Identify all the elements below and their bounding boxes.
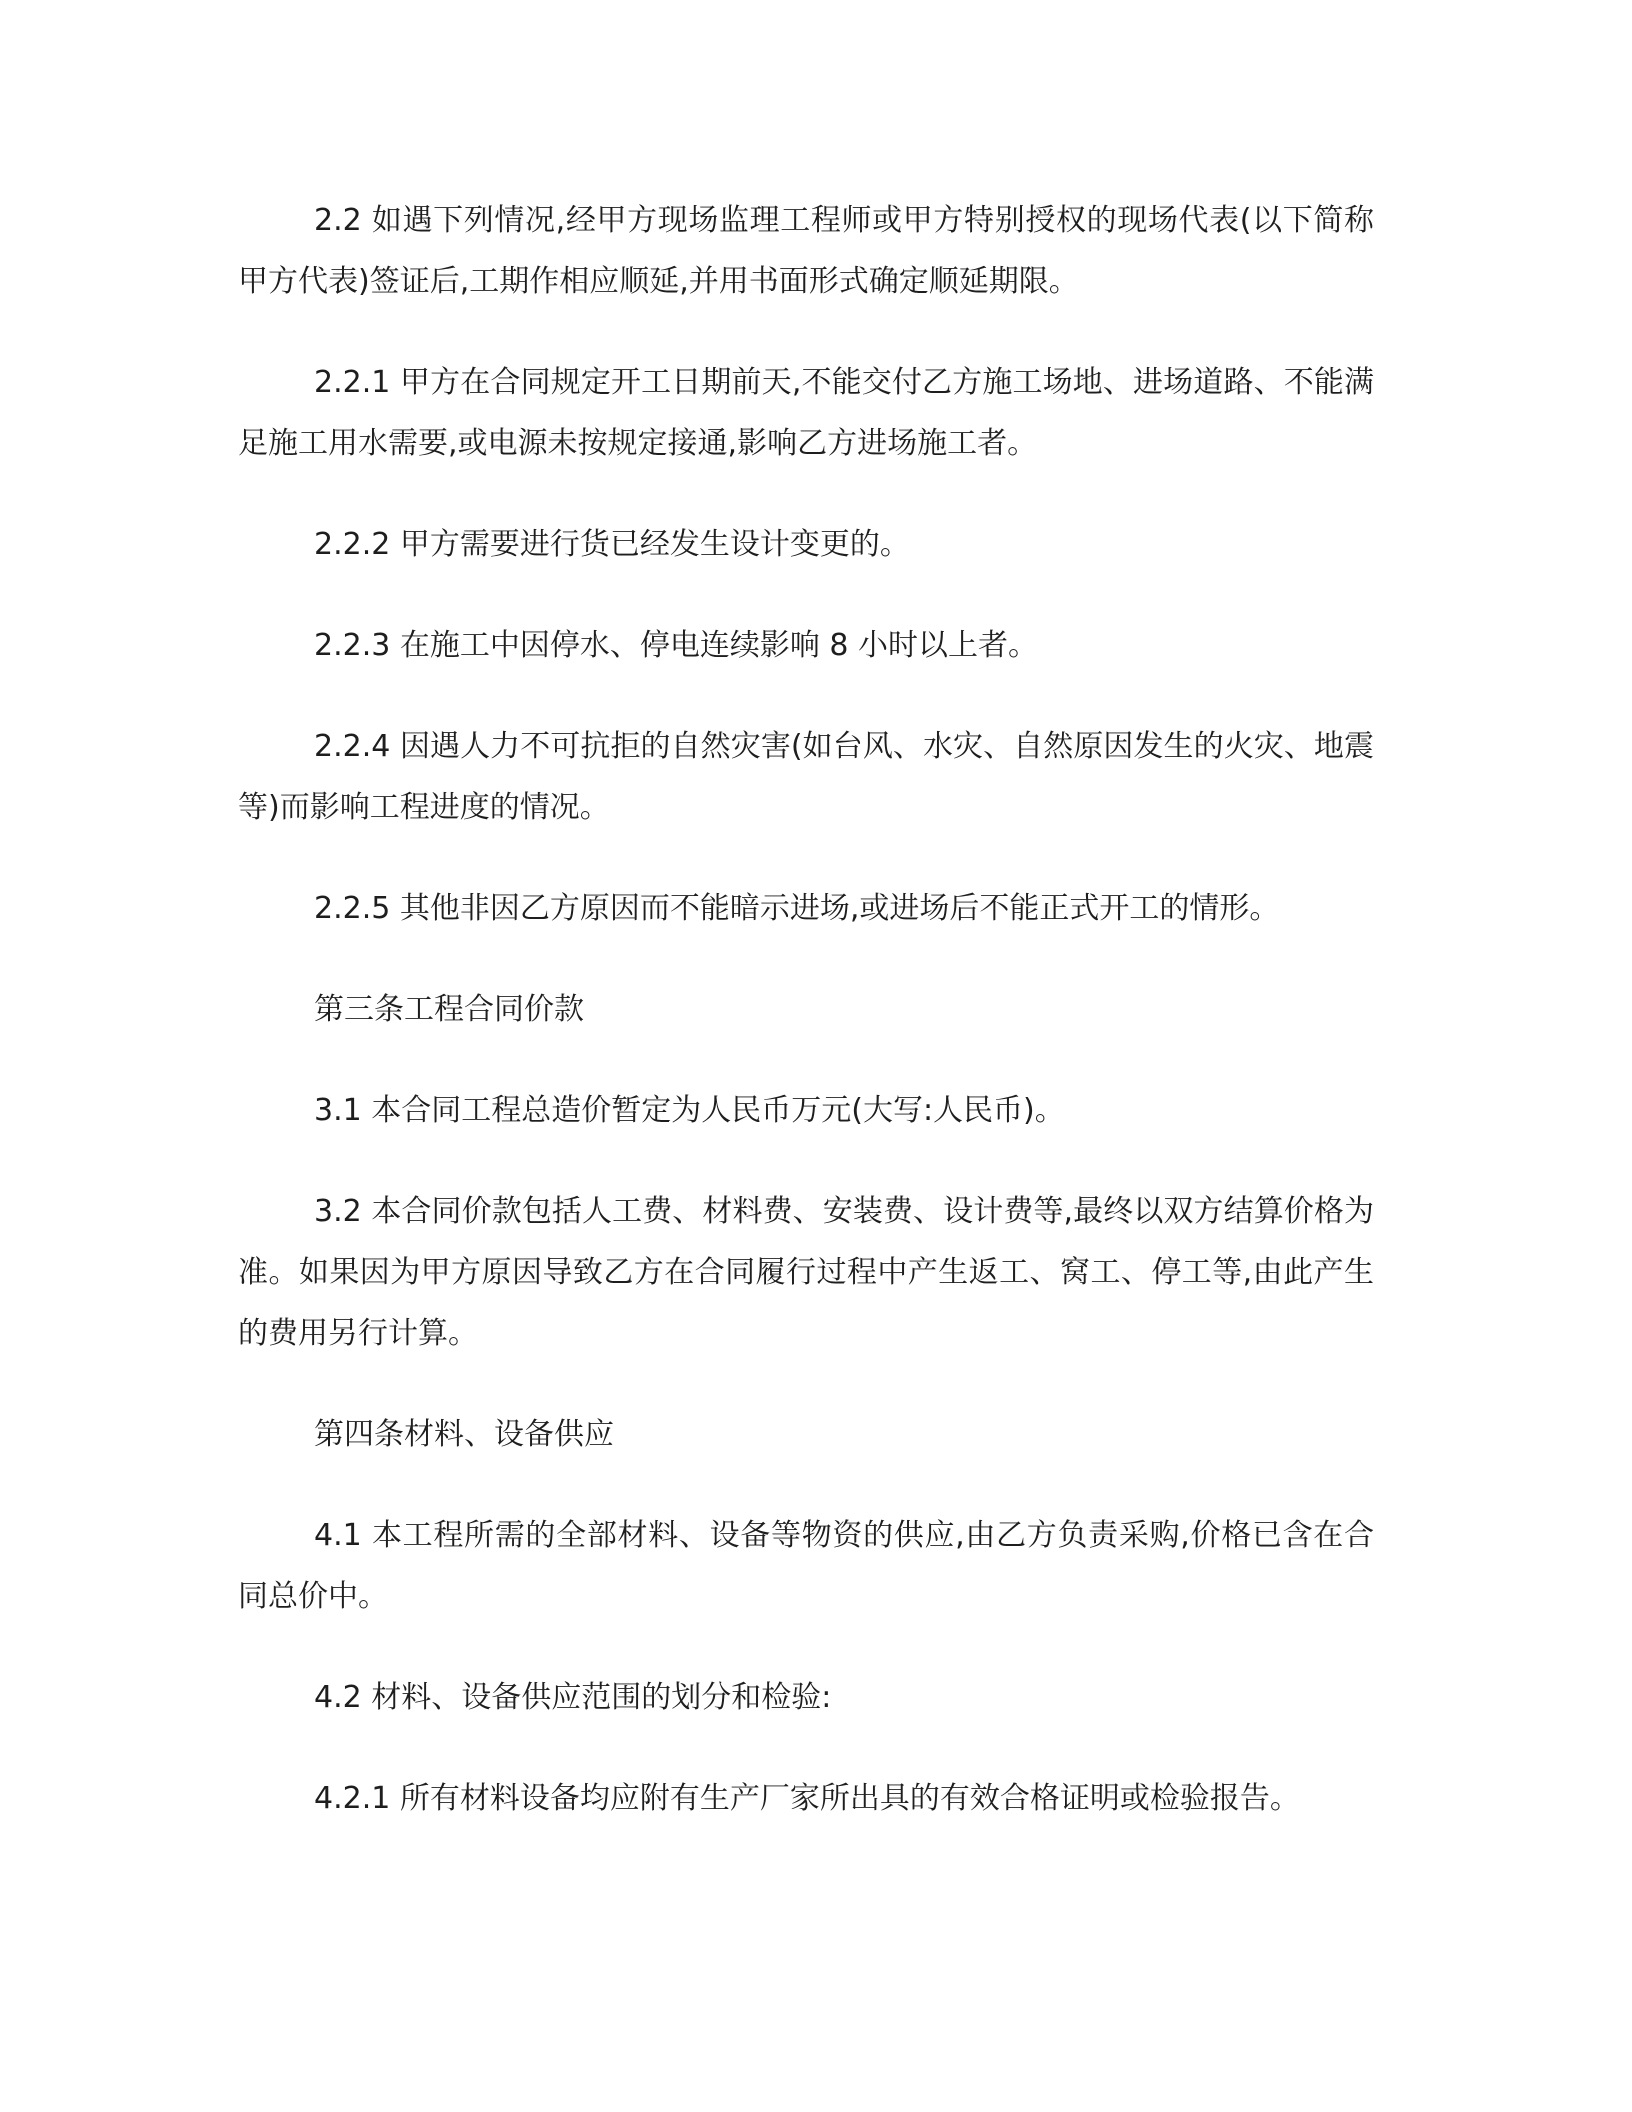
paragraph-2-2-4: 2.2.4 因遇人力不可抗拒的自然灾害(如台风、水灾、自然原因发生的火灾、地震等)而影响工程进度的情况。 (238, 729, 1374, 825)
paragraph-4-2: 4.2 材料、设备供应范围的划分和检验: (314, 1680, 832, 1715)
section-heading-4: 第四条材料、设备供应 (314, 1417, 614, 1452)
paragraph-3-1: 3.1 本合同工程总造价暂定为人民币万元(大写:人民币)。 (314, 1093, 1065, 1128)
paragraph-4-2-1: 4.2.1 所有材料设备均应附有生产厂家所出具的有效合格证明或检验报告。 (314, 1781, 1300, 1816)
document-body (238, 190, 1374, 1869)
paragraph-2-2: 2.2 如遇下列情况,经甲方现场监理工程师或甲方特别授权的现场代表(以下简称甲方代表)签证后,工期作相应顺延,并用书面形式确定顺延期限。 (238, 203, 1374, 299)
paragraph-2-2-2: 2.2.2 甲方需要进行货已经发生设计变更的。 (314, 527, 910, 562)
paragraph-2-2-5: 2.2.5 其他非因乙方原因而不能暗示进场,或进场后不能正式开工的情形。 (314, 891, 1280, 926)
paragraph-2-2-1: 2.2.1 甲方在合同规定开工日期前天,不能交付乙方施工场地、进场道路、不能满足施工用水需要,或电源未按规定接通,影响乙方进场施工者。 (238, 365, 1374, 461)
section-heading-3: 第三条工程合同价款 (314, 992, 584, 1027)
paragraph-2-2-3: 2.2.3 在施工中因停水、停电连续影响 8 小时以上者。 (314, 628, 1039, 663)
paragraph-4-1: 4.1 本工程所需的全部材料、设备等物资的供应,由乙方负责采购,价格已含在合同总价中。 (238, 1518, 1374, 1614)
paragraph-3-2: 3.2 本合同价款包括人工费、材料费、安装费、设计费等,最终以双方结算价格为准。如果因为甲方原因导致乙方在合同履行过程中产生返工、窝工、停工等,由此产生的费用另行计算。 (238, 1194, 1374, 1351)
